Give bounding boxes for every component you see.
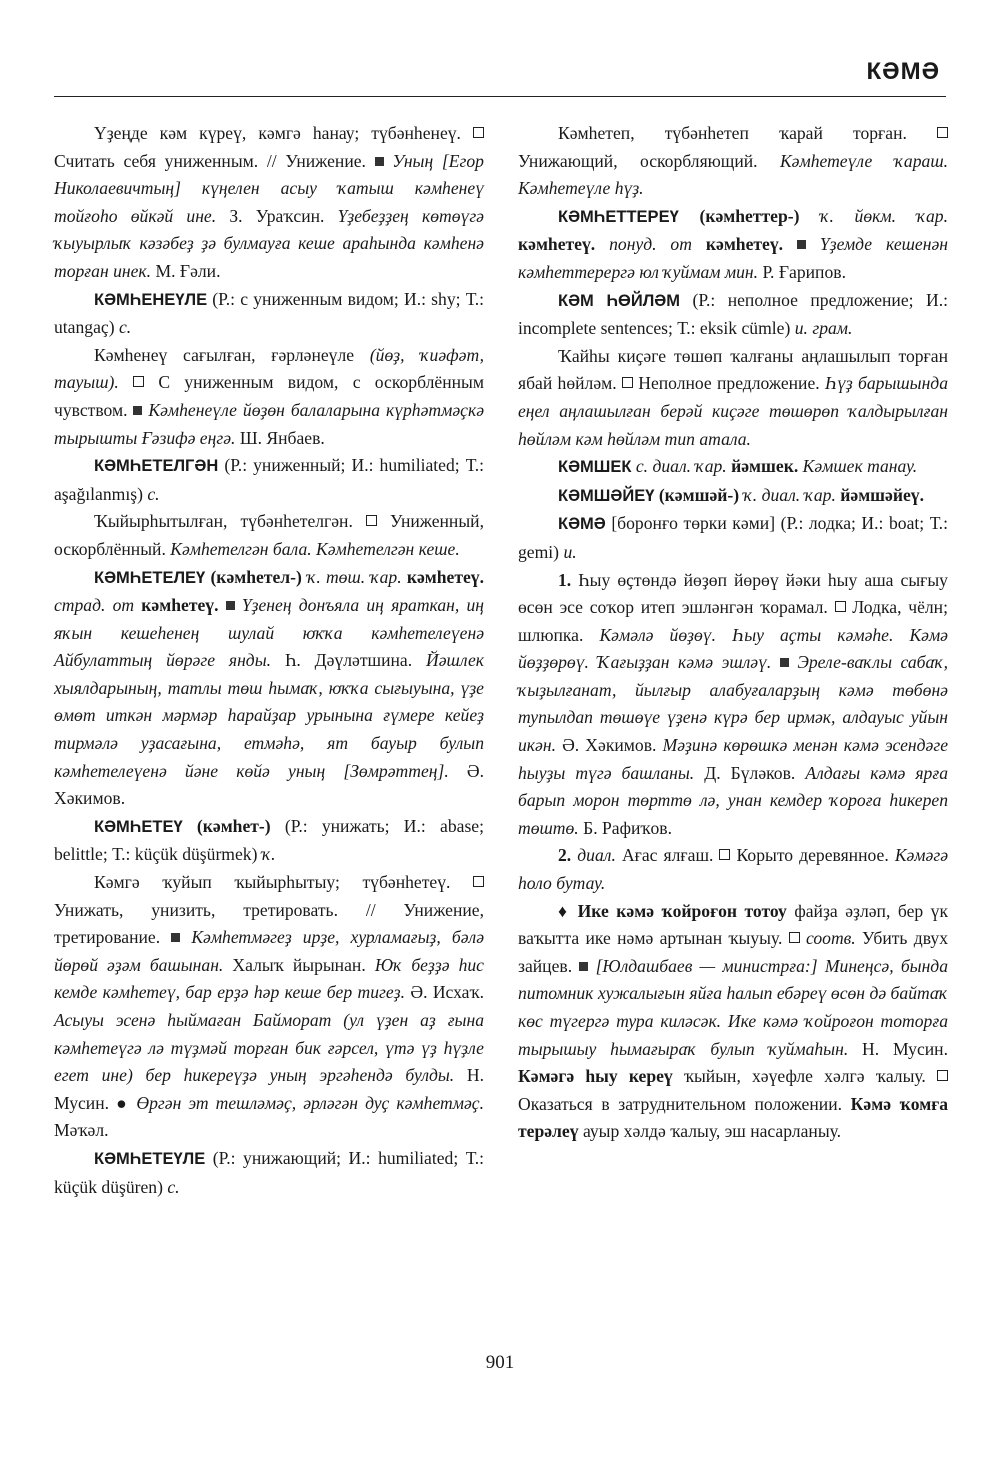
definition: Кәмһетеп, түбәнһетеп ҡарай торған. Унижающий, оскорбляющий. Кәмһетеүле ҡараш. Кәмһетеүле һүҙ. <box>518 123 949 199</box>
example-marker-icon <box>171 933 180 942</box>
example-marker-icon <box>133 406 142 415</box>
headword: КӘМШЕК <box>558 458 632 477</box>
phraseology: ♦ Ике кәмә ҡойроғон тотоу файҙа әҙләп, бер үк ваҡытта ике нәмә артынан ҡыуыу. соотв. Убить двух зайцев. [Юлдашбаев — министрға:] Минеңсә, бында питомник хужалығын яйға һалып ебәреү өсөн дә байтаҡ көс түгергә тура киләсәк. Ике кәмә ҡойроғон тоторға тырышыу һымағыраҡ булып ҡуймаһын. Н. Мусин. Кәмәгә һыу кереү ҡыйын, хәүефле хәлгә ҡалыу. Оказаться в затруднительном положении. Кәмә ҡомға терәлеү ауыр хәлдә ҡалыу, эш насарланыу. <box>518 900 949 1142</box>
translation-marker-icon <box>719 849 730 860</box>
example-marker-icon <box>797 240 806 249</box>
dictionary-entry: КӘМҺЕТЕЛГӘН (Р.: униженный; И.: humiliated; Т.: aşağılanmış) с. <box>54 455 484 504</box>
headword: КӘМҺЕТЕЛГӘН <box>94 457 219 476</box>
dictionary-entry: КӘМҺЕТЕЛЕҮ (кәмһетел-) ҡ. төш. ҡар. кәмһетеү. страд. от кәмһетеү. Үҙенең донъяла иң яраткан, иң яҡын кешеһенең шулай юҡҡа кәмһетелеүенә Айбулаттың йөрәге янды. Һ. Дәүләтшина. Йәшлек хыялдарының, татлы төш һымаҡ, юҡҡа сығыуына, үҙе өмөт иткән мәрмәр һарайҙар урынына ғүмере кейеҙ тирмәлә уҙасағына, етмәһә, ят бауыр булып кәмһетелеүенә йәне көйә уның [Зөмрәттең]. Ә. Хәкимов. <box>54 566 484 809</box>
dictionary-entry: КӘМҺЕТТЕРЕҮ (кәмһеттер-) ҡ. йөкм. ҡар. кәмһетеү. понуд. от кәмһетеү. Үҙемде кешенән кәмһеттерергә юл ҡуймам мин. Р. Ғарипов. <box>518 205 948 282</box>
headword: КӘМҺЕТЕЛЕҮ <box>94 568 206 587</box>
definition: Кәмһенеү сағылған, ғәрләнеүле (йөҙ, ҡиәфәт, тауыш). С униженным видом, с оскорблённым чувством. Кәмһенеүле йөҙөн балаларына күрһәтмәҫкә тырышты Ғәзифә еңгә. Ш. Янбаев. <box>54 344 485 448</box>
example-marker-icon <box>579 962 588 971</box>
headword: КӘМШӘЙЕҮ <box>558 486 655 505</box>
headword: КӘМҺЕТТЕРЕҮ <box>558 207 679 226</box>
translation-marker-icon <box>937 1070 948 1081</box>
proverb-bullet-icon: ● <box>116 1092 130 1113</box>
dictionary-entry: КӘМШӘЙЕҮ (кәмшәй-) ҡ. диал. ҡар. йәмшәйеү. <box>558 484 924 505</box>
entry-continuation: Үҙеңде кәм күреү, кәмгә һанау; түбәнһенеү. Считать себя униженным. // Унижение. Уның [Егор Николаевичтың] күңелен асыу ҡатыш кәмһенеү тойғоһо өйкәй ине. З. Ураҡсин. Үҙебеҙҙең көтөүгә ҡыуырлыҡ кәзәбеҙ ҙә булмауға кеше араһында кәмһенә торған инек. М. Ғәли. <box>54 123 484 281</box>
translation-marker-icon <box>835 601 846 612</box>
translation-marker-icon <box>789 932 800 943</box>
running-header: КӘМӘ <box>866 58 940 85</box>
translation-marker-icon <box>366 515 377 526</box>
definition: Кәмгә ҡуйып ҡыйырһытыу; түбәнһетеү. Унижать, унизить, третировать. // Унижение, третирование. Кәмһетмәгеҙ ирҙе, хурламағыҙ, бәлә йөрөй әҙәм башынан. Халыҡ йырынан. Юҡ беҙҙә һис кемде кәмһетеү, бар ерҙә һәр кеше бер тигеҙ. Ә. Исхаҡ. Асыуы эсенә һыймаған Байморат (ул үҙен аҙ ғына кәмһетеүгә лә түҙмәй торған бик ғәрсел, үтә үҙ һүҙле егет ине) бер һикереүҙә уның эргәһендә булды. Н. Мусин. ● Өргән эт тешләмәҫ, әрләгән дуҫ кәмһетмәҫ. Мәҡәл. <box>54 872 485 1141</box>
header-rule <box>54 96 946 97</box>
translation-marker-icon <box>937 127 948 138</box>
translation-marker-icon <box>622 377 633 388</box>
headword: КӘМ ҺӨЙЛӘМ <box>558 291 681 310</box>
example-marker-icon <box>375 157 384 166</box>
dictionary-entry: КӘМҺЕТЕҮЛЕ (Р.: унижающий; И.: humiliated; Т.: küçük düşüren) с. <box>54 1147 484 1197</box>
example-marker-icon <box>226 601 235 610</box>
left-column <box>54 120 484 1201</box>
headword: КӘМҺЕТЕҮ <box>94 817 183 836</box>
example-marker-icon <box>780 658 789 667</box>
dictionary-entry: КӘМ ҺӨЙЛӘМ (Р.: неполное предложение; И.: incomplete sentences; Т.: eksik cümle) и. грам. <box>518 289 948 339</box>
diamond-icon: ♦ <box>558 900 571 921</box>
translation-marker-icon <box>133 376 144 387</box>
translation-marker-icon <box>473 127 484 138</box>
definition: Ҡайһы киҫәге төшөп ҡалғаны аңлашылып торған ябай һөйләм. Неполное предложение. Һүҙ барышында еңел аңлашылған берәй киҫәге төшөрөп ҡалдырылған һөйләм кәм һөйләм тип атала. <box>518 345 948 449</box>
dictionary-entry: КӘМҺЕНЕҮЛЕ (Р.: с униженным видом; И.: shy; Т.: utangaç) с. <box>54 288 484 338</box>
dictionary-entry: КӘМӘ [боронғо төрки кәми] (Р.: лодка; И.: boat; Т.: gemi) и. <box>518 513 948 562</box>
sense: 2. диал. Ағас ялғаш. Корыто деревянное. Кәмәгә һоло бутау. <box>518 845 949 894</box>
dictionary-entry: КӘМШЕК с. диал. ҡар. йәмшек. Кәмшек танау. <box>558 456 918 477</box>
headword: КӘМӘ <box>558 515 606 534</box>
page-number: 901 <box>485 1352 515 1373</box>
sense: 1. Һыу өҫтөндә йөҙөп йөрөү йәки һыу аша сығыу өсөн эсе соҡор итеп эшләнгән ҡорамал. Лодка, чёлн; шлюпка. Кәмәлә йөҙөү. Һыу аҫты кәмәһе. Кәмә йөҙҙөрөү. Ҡағыҙҙан кәмә эшләү. Эреле-ваҡлы сабаҡ, ҡыҙылғанат, йылғыр алабуғаларҙың кәмә төбөнә тупылдап төшөүе үҙенә күрә бер ирмәк, алдауыс уйын икән. Ә. Хәкимов. Мәҙинә көрөшкә менән кәмә эсендәге һыуҙы түгә башланы. Д. Бүләков. Алдағы кәмә ярға барып морон төрттө лә, унан кемдер ҡороға һикереп төштө. Б. Рафиҡов. <box>518 569 949 838</box>
right-column <box>518 120 948 1146</box>
definition: Ҡыйырһытылған, түбәнһетелгән. Униженный, оскорблённый. Кәмһетелгән бала. Кәмһетелгән кеше. <box>54 511 484 559</box>
headword: КӘМҺЕНЕҮЛЕ <box>94 290 208 309</box>
dictionary-entry: КӘМҺЕТЕҮ (кәмһет-) (Р.: унижать; И.: abase; belittle; Т.: küçük düşürmek) ҡ. <box>54 815 484 865</box>
headword: КӘМҺЕТЕҮЛЕ <box>94 1149 206 1168</box>
translation-marker-icon <box>473 876 484 887</box>
